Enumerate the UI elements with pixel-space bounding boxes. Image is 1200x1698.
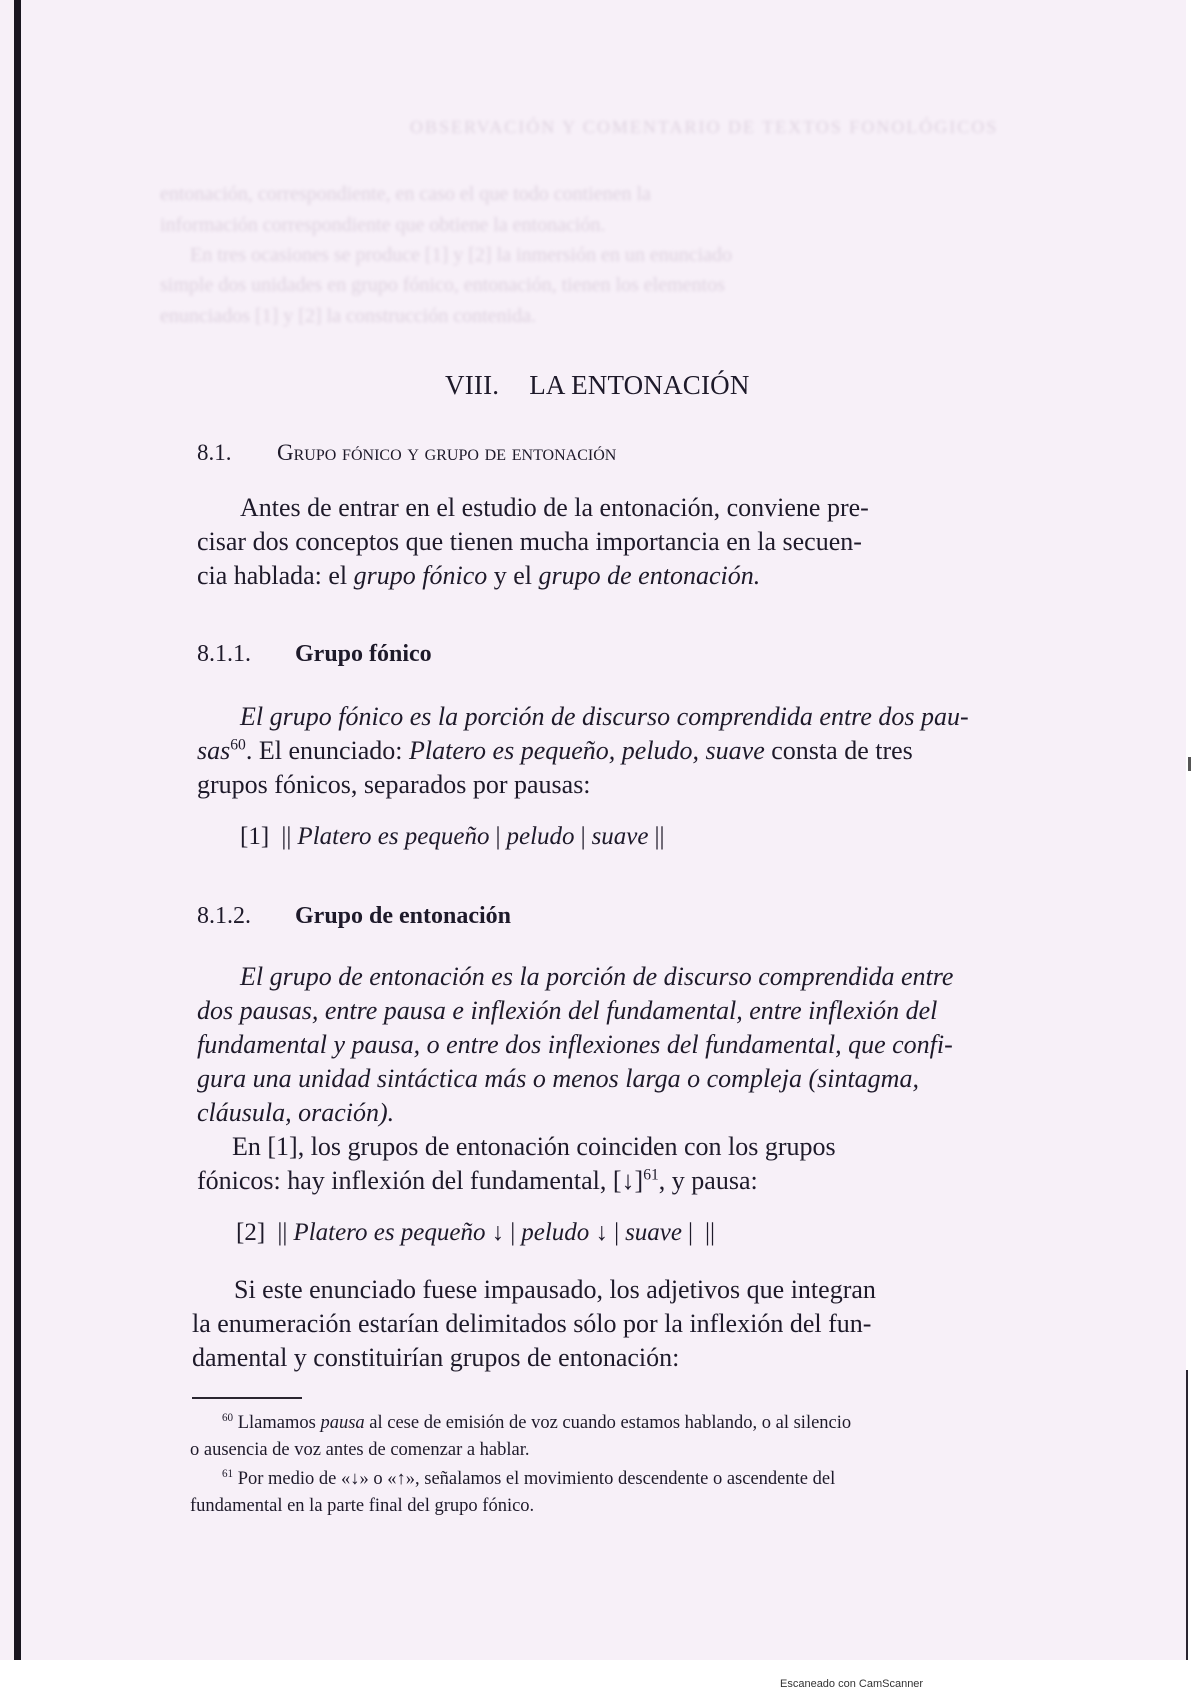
page-binding-edge [14,0,21,1660]
definition-text: fundamental y pausa, o entre dos inflexiones del fundamental, que confi- [197,1030,953,1059]
bleed-through-line: entonación, correspondiente, en caso el que todo contienen la [160,183,651,205]
footnote-60-cont: o ausencia de voz antes de comenzar a hablar. [190,1440,530,1460]
pause-bar: | [580,823,586,850]
page-right-margin [1186,0,1200,1660]
example-2 [236,1219,721,1247]
body-line: grupos fónicos, separados por pausas: [197,770,591,799]
pause-bar: | [495,823,501,850]
body-line: damental y constituirían grupos de entonación: [192,1343,680,1372]
text-span: Por medio de «↓» o «↑», señalamos el movimiento descendente o ascendente del [233,1469,836,1489]
bleed-through-heading: OBSERVACIÓN Y COMENTARIO DE TEXTOS FONOLÓGICOS [410,117,999,137]
definition-text: El grupo fónico es la porción de discurso comprendida entre dos pau- [240,702,969,731]
section-number: 8.1. [197,440,232,465]
definition-text: dos pausas, entre pausa e inflexión del fundamental, entre inflexión del [197,996,938,1025]
text-span: y el [487,561,539,590]
term-grupo-fonico: grupo fónico [353,561,488,590]
intro-line: Antes de entrar en el estudio de la entonación, conviene pre- [240,493,869,522]
definition-text: sas [197,736,231,765]
bleed-through-line: simple dos unidades en grupo fónico, entonación, tienen los elementos [160,274,725,296]
body-line [197,1166,758,1196]
section-title: rupo fónico y grupo de entonación [293,440,617,465]
subsection-number: 8.1.2. [197,903,251,929]
intro-line [197,561,760,591]
intro-line: cisar dos conceptos que tienen mucha importancia en la secuen- [197,527,862,556]
example-group: Platero es pequeño [293,1219,486,1246]
subsection-heading [197,903,511,930]
pause-double-bar: || [705,1219,716,1246]
body-line: En [1], los grupos de entonación coinciden con los grupos [232,1132,836,1161]
pause-double-bar: || [654,823,665,850]
subsection-title: Grupo fónico [295,641,432,667]
text-span: al cese de emisión de voz cuando estamos hablando, o al silencio [364,1413,852,1433]
example-label: [2] [236,1219,266,1246]
bleed-through-line: información correspondiente que obtiene la entonación. [160,214,606,236]
definition-text: gura una unidad sintáctica más o menos larga o compleja (sintagma, [197,1064,919,1093]
example-quote: Platero es pequeño, peludo, suave [409,736,765,765]
subsection-heading [197,641,432,668]
text-span: . El enunciado: [245,736,410,765]
text-span: , y pausa: [658,1166,758,1195]
section-title-initial: G [277,440,294,465]
text-span: Llamamos [233,1413,321,1433]
falling-arrow-icon: ↓ [595,1219,609,1246]
section-heading [197,440,616,466]
definition-line [240,702,969,732]
page-right-edge-line [1186,1370,1188,1660]
footnote-61 [222,1469,835,1490]
pause-double-bar: || [277,1219,288,1246]
text-span: fónicos: hay inflexión del fundamental, [↓] [197,1166,644,1195]
term-grupo-entonacion: grupo de entonación. [538,561,761,590]
example-group: suave [591,823,649,850]
definition-text: cláusula, oración). [197,1098,395,1127]
definition-text: El grupo de entonación es la porción de discurso comprendida entre [240,962,954,991]
chapter-heading [445,370,750,401]
example-1 [240,823,671,851]
definition-line [197,736,913,766]
chapter-title: LA ENTONACIÓN [529,370,750,400]
example-group: peludo [521,1219,590,1246]
body-line: Si este enunciado fuese impausado, los adjetivos que integran [234,1275,876,1304]
falling-arrow-icon: ↓ [491,1219,505,1246]
bleed-through-line: En tres ocasiones se produce [1] y [2] la inmersión en un enunciado [190,244,733,266]
page-edge-mark [1188,757,1191,771]
pause-bar: | [688,1219,694,1246]
example-group: Platero es pequeño [297,823,490,850]
body-line: la enumeración estarían delimitados sólo por la inflexión del fun- [192,1309,872,1338]
text-span: cia hablada: el [197,561,354,590]
footnote-ref-60: 60 [230,736,246,754]
definition-line [197,996,937,1026]
example-label: [1] [240,823,270,850]
subsection-title: Grupo de entonación [295,903,512,929]
definition-line [197,1064,919,1094]
pause-double-bar: || [281,823,292,850]
footnote-60 [222,1413,851,1434]
definition-line [197,1030,953,1060]
footnote-number: 60 [222,1411,234,1424]
subsection-number: 8.1.1. [197,641,251,667]
definition-line [197,1098,394,1128]
example-group: peludo [506,823,575,850]
chapter-number: VIII. [445,370,500,400]
pause-bar: | [510,1219,516,1246]
scanner-watermark: Escaneado con CamScanner [780,1678,924,1690]
bleed-through-line: enunciados [1] y [2] la construcción contenida. [160,305,536,327]
footnote-ref-61: 61 [643,1166,659,1184]
footnote-61-cont: fundamental en la parte final del grupo fónico. [190,1496,535,1516]
footnote-separator [192,1397,302,1399]
text-span: consta de tres [764,736,913,765]
pause-bar: | [614,1219,620,1246]
example-group: suave [625,1219,682,1246]
term-pausa: pausa [320,1413,365,1433]
footnote-number: 61 [222,1467,234,1480]
definition-line [240,962,953,992]
